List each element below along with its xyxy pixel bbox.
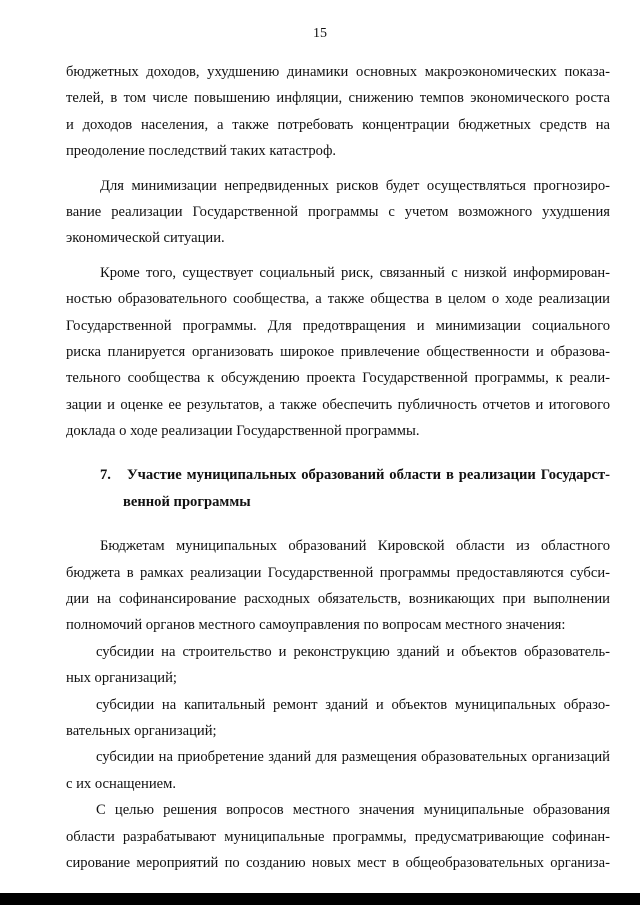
text-line: полномочий органов местного самоуправления по вопросам местного значения: — [66, 617, 566, 634]
section-heading — [66, 462, 610, 515]
text-line: субсидии на капитальный ремонт зданий и объектов муниципальных образо- — [96, 696, 610, 713]
text-line: вательных организаций; — [66, 722, 217, 739]
paragraph — [66, 173, 610, 252]
list-item — [66, 639, 610, 692]
section-title: Участие муниципальных образований области в реализации Государст- — [126, 467, 610, 484]
text-line: субсидии на приобретение зданий для размещения образовательных организаций — [96, 749, 610, 766]
text-line: ностью образовательного сообщества, а также общества в целом о ходе реализации — [66, 291, 610, 308]
text-line: риска планируется организовать широкое привлечение общественности и образова- — [66, 343, 610, 360]
paragraph — [66, 797, 610, 876]
text-line: Кроме того, существует социальный риск, связанный с низкой информирован- — [100, 264, 610, 281]
text-line: зации и оценке ее результатов, а также обеспечить публичность отчетов и итогового — [66, 396, 610, 413]
text-line: дии на софинансирование расходных обязательств, возникающих при выполнении — [66, 591, 610, 608]
paragraph — [66, 59, 610, 165]
text-line: субсидии на строительство и реконструкцию зданий и объектов образователь- — [96, 643, 610, 660]
text-line: бюджета в рамках реализации Государственной программы предоставляются субси- — [66, 564, 610, 581]
text-line: Бюджетам муниципальных образований Кировской области из областного — [100, 538, 610, 555]
text-line: области разрабатывают муниципальные программы, предусматривающие софинан- — [66, 828, 610, 845]
text-line: С целью решения вопросов местного значения муниципальные образования — [96, 802, 610, 819]
paragraph — [66, 260, 610, 445]
document-body — [66, 59, 610, 876]
text-line: с их оснащением. — [66, 775, 177, 792]
text-line: тельного сообщества к обсуждению проекта Государственной программы, к реали- — [66, 370, 610, 387]
text-line: бюджетных доходов, ухудшению динамики основных макроэкономических показа- — [66, 64, 610, 80]
scan-border — [0, 893, 640, 905]
text-line: телей, в том числе повышению инфляции, снижению темпов экономического роста — [66, 90, 610, 107]
text-line: Государственной программы. Для предотвращения и минимизации социального — [66, 317, 610, 334]
list-item — [66, 692, 610, 745]
text-line: сирование мероприятий по созданию новых мест в общеобразовательных организа- — [66, 854, 610, 871]
section-number: 7. — [100, 467, 111, 484]
section-title-continuation: венной программы — [123, 493, 251, 510]
text-line: Для минимизации непредвиденных рисков будет осуществляться прогнозиро- — [100, 177, 610, 194]
list-item — [66, 744, 610, 797]
text-line: экономической ситуации. — [66, 230, 225, 247]
paragraph — [66, 533, 610, 639]
page-number: 15 — [313, 26, 327, 41]
text-line: ных организаций; — [66, 670, 177, 687]
text-line: доклада о ходе реализации Государственной программы. — [66, 423, 420, 440]
text-line: вание реализации Государственной программы с учетом возможного ухудшения — [66, 203, 610, 220]
text-line: и доходов населения, а также потребовать концентрации бюджетных средств на — [66, 116, 610, 133]
text-line: преодоление последствий таких катастроф. — [66, 143, 337, 160]
